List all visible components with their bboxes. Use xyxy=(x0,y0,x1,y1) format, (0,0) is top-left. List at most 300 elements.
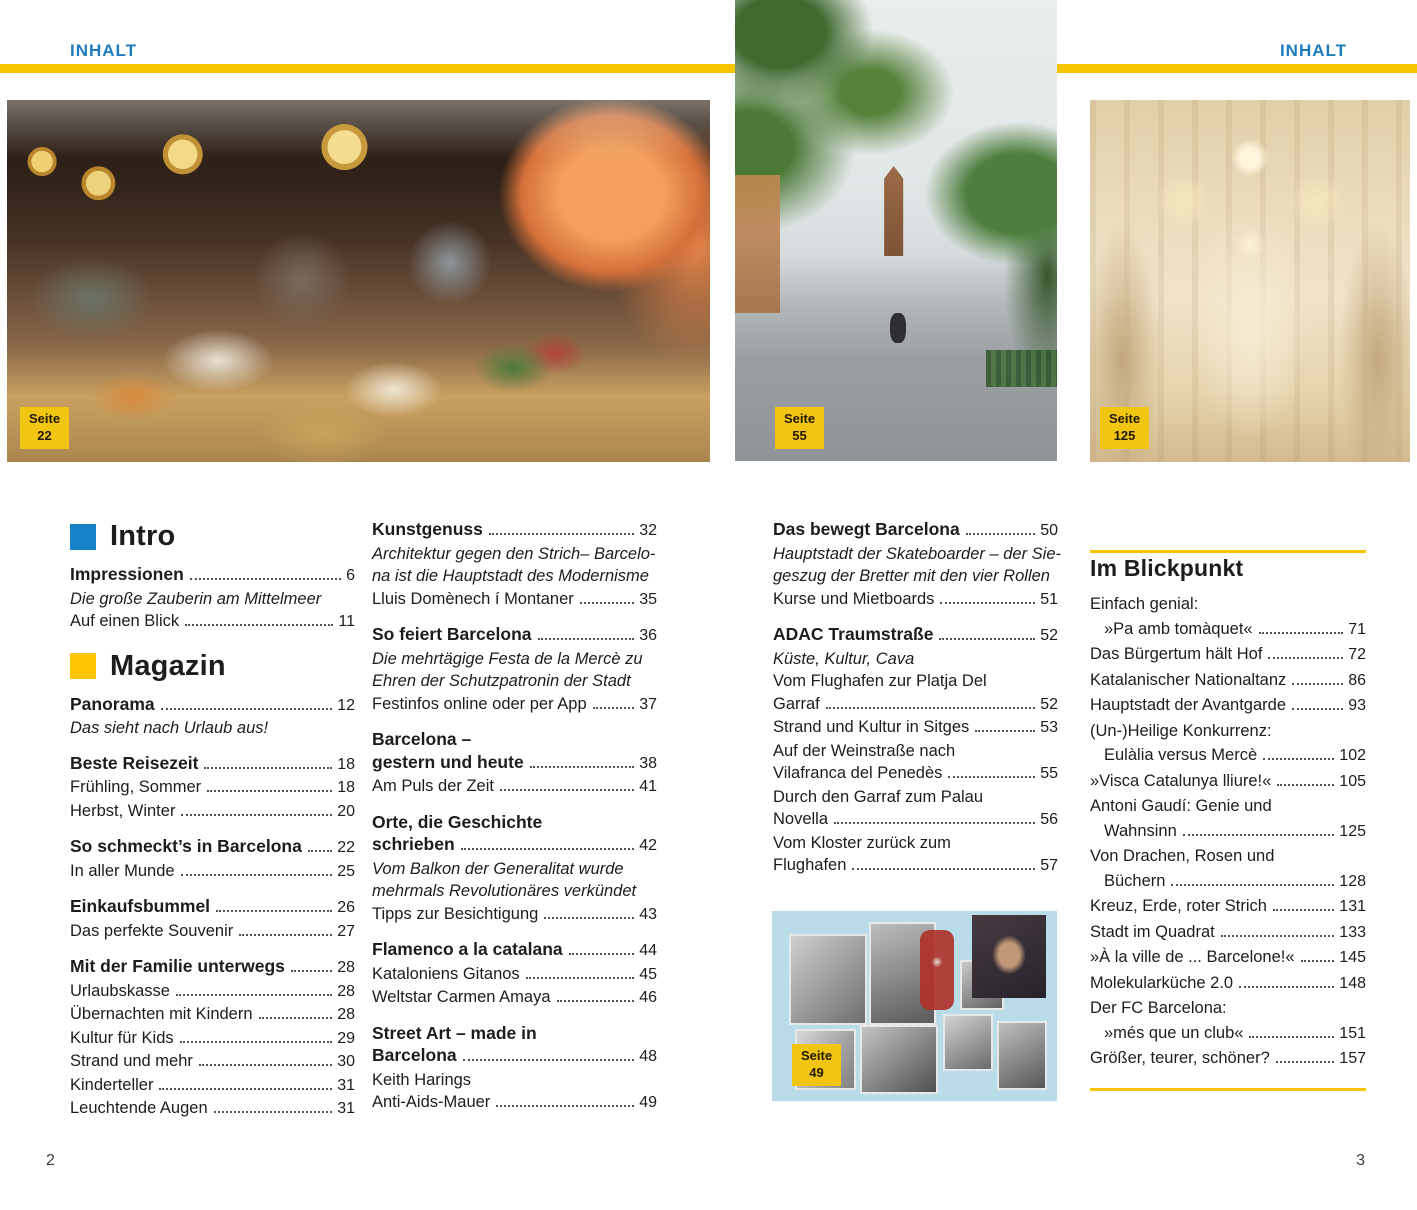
collage-portrait xyxy=(972,915,1046,999)
dot-leader xyxy=(308,850,332,852)
folio-right: 3 xyxy=(1356,1152,1365,1169)
toc-entry-label: In aller Munde xyxy=(70,861,175,880)
toc-entry-label: So schmeckt’s in Barcelona xyxy=(70,836,302,856)
photo-street-art-collage xyxy=(772,911,1057,1101)
toc-entry-label: Vilafranca del Penedès xyxy=(773,764,943,782)
toc-entry-label: Der FC Barcelona: xyxy=(1090,999,1227,1017)
toc-entry-label: Das perfekte Souvenir xyxy=(70,921,234,940)
section-heading xyxy=(1090,555,1366,582)
toc-entry-page: 145 xyxy=(1339,949,1366,966)
toc-entry-line xyxy=(1090,1021,1366,1047)
dot-leader xyxy=(181,814,332,816)
dot-leader xyxy=(1292,683,1343,685)
dot-leader xyxy=(852,868,1035,870)
toc-entry-line xyxy=(773,588,1058,612)
toc-entry-line xyxy=(1090,617,1366,643)
toc-entry-page: 57 xyxy=(1040,857,1058,874)
toc-entry-label: Mit der Familie unterwegs xyxy=(70,956,285,976)
dot-leader xyxy=(1277,784,1334,786)
dot-leader xyxy=(834,822,1035,824)
toc-entry-label: Urlaubskasse xyxy=(70,981,170,1000)
toc-entry-label: mehrmals Revolutionäres verkündet xyxy=(372,882,637,900)
toc-entry-label: Keith Harings xyxy=(372,1070,472,1089)
toc-entry-page: 44 xyxy=(639,942,657,959)
toc-entry-page: 133 xyxy=(1339,923,1366,941)
church-tower-shape xyxy=(877,166,911,256)
toc-entry-page: 11 xyxy=(338,613,355,630)
toc-group xyxy=(372,1022,657,1115)
toc-entry-label: Das sieht nach Urlaub aus! xyxy=(70,719,269,737)
toc-entry-line xyxy=(372,903,657,927)
photo-street-scene xyxy=(735,0,1057,461)
toc-entry-line xyxy=(773,518,1058,543)
dot-leader xyxy=(185,624,333,626)
toc-entry-line xyxy=(773,832,1058,855)
dot-leader xyxy=(530,766,635,768)
toc-column-1 xyxy=(70,518,355,1133)
toc-entry-line xyxy=(70,835,355,860)
toc-entry-label: Street Art – made in xyxy=(372,1022,537,1043)
toc-entry-line xyxy=(70,693,355,718)
toc-entry-label: Frühling, Sommer xyxy=(70,778,202,796)
toc-entry-line xyxy=(70,563,355,588)
buildings-shape xyxy=(735,175,780,313)
toc-entry-page: 18 xyxy=(337,779,355,796)
toc-entry-line xyxy=(773,623,1058,648)
toc-entry-label: Küste, Kultur, Cava xyxy=(773,649,915,668)
toc-entry-line xyxy=(70,588,355,611)
toc-entry-label: »més que un club« xyxy=(1104,1023,1244,1042)
toc-entry-label: Größer, teurer, schöner? xyxy=(1090,1049,1270,1067)
toc-entry-label: gestern und heute xyxy=(372,751,524,772)
dot-leader xyxy=(544,917,634,919)
toc-entry-label: So feiert Barcelona xyxy=(372,624,532,644)
toc-entry-label: Einfach genial: xyxy=(1090,595,1199,613)
toc-entry-line xyxy=(1090,642,1366,668)
toc-entry-label: geszug der Bretter mit den vier Rollen xyxy=(773,567,1050,585)
toc-entry-line xyxy=(372,938,657,963)
dot-leader xyxy=(826,707,1035,709)
toc-entry-label: (Un-)Heilige Konkurrenz: xyxy=(1090,721,1272,740)
toc-group xyxy=(70,895,355,943)
toc-entry-page: 128 xyxy=(1339,872,1366,890)
section-heading xyxy=(70,650,355,683)
toc-entry-label: Hauptstadt der Avantgarde xyxy=(1090,696,1287,714)
toc-entry-line xyxy=(372,623,657,648)
toc-entry-page: 29 xyxy=(337,1029,355,1047)
toc-entry-label: Beste Reisezeit xyxy=(70,752,199,773)
toc-entry-page: 42 xyxy=(639,837,657,854)
toc-entry-page: 86 xyxy=(1348,671,1366,689)
toc-entry-line xyxy=(1090,869,1366,895)
toc-entry-page: 25 xyxy=(337,862,355,880)
dot-leader xyxy=(204,767,332,769)
toc-group xyxy=(372,728,657,799)
toc-entry-label: Flughafen xyxy=(773,856,847,874)
dot-leader xyxy=(291,970,332,972)
toc-entry-line xyxy=(372,880,657,903)
dot-leader xyxy=(538,638,635,640)
page-badge-label: Seite xyxy=(29,411,61,427)
toc-entry-line xyxy=(70,610,355,634)
toc-entry-line xyxy=(1090,719,1366,744)
toc-entry-page: 27 xyxy=(337,922,355,940)
toc-entry-label: Kreuz, Erde, roter Strich xyxy=(1090,897,1267,915)
dot-leader xyxy=(939,638,1035,640)
dot-leader xyxy=(948,776,1035,778)
dot-leader xyxy=(1292,708,1343,710)
toc-entry-label: Auf einen Blick xyxy=(70,612,180,630)
collage-tile xyxy=(860,1025,938,1094)
toc-entry-label: »Pa amb tomàquet« xyxy=(1104,619,1253,638)
page-badge-number: 55 xyxy=(792,428,807,444)
toc-entry-label: »Visca Catalunya lliure!« xyxy=(1090,771,1272,790)
running-head-left: INHALT xyxy=(70,41,138,60)
toc-entry-label: Das bewegt Barcelona xyxy=(773,519,960,539)
toc-entry-label: Büchern xyxy=(1104,871,1166,890)
toc-entry-page: 30 xyxy=(337,1053,355,1070)
toc-entry-line xyxy=(372,986,657,1010)
toc-entry-line xyxy=(372,1022,657,1045)
toc-entry-line xyxy=(773,693,1058,717)
toc-entry-label: Herbst, Winter xyxy=(70,801,176,820)
toc-entry-page: 31 xyxy=(337,1076,355,1094)
dot-leader xyxy=(461,848,635,850)
dot-leader xyxy=(1268,657,1343,659)
toc-entry-page: 148 xyxy=(1339,974,1366,992)
toc-entry-line xyxy=(372,648,657,671)
page-badge-number: 22 xyxy=(37,428,52,444)
toc-entry-line xyxy=(1090,668,1366,694)
toc-entry-line xyxy=(1090,743,1366,769)
section-heading-label: Im Blickpunkt xyxy=(1090,555,1244,581)
collage-tile xyxy=(997,1021,1047,1090)
toc-entry-line xyxy=(70,920,355,944)
toc-entry-page: 151 xyxy=(1339,1024,1366,1042)
toc-entry-page: 37 xyxy=(639,695,657,713)
dot-leader xyxy=(593,707,635,709)
header-rule xyxy=(0,64,1417,73)
page-badge xyxy=(792,1044,841,1086)
toc-entry-page: 51 xyxy=(1040,590,1058,608)
section-heading-label: Intro xyxy=(110,520,176,552)
toc-entry-page: 125 xyxy=(1339,822,1366,840)
dot-leader xyxy=(557,1000,635,1002)
toc-entry-label: Antoni Gaudí: Genie und xyxy=(1090,797,1272,815)
toc-entry-page: 35 xyxy=(639,590,657,608)
section-square-icon xyxy=(70,524,96,550)
toc-entry-page: 28 xyxy=(337,959,355,976)
toc-entry-label: Barcelona xyxy=(372,1045,457,1065)
toc-entry-label: Eulàlia versus Mercè xyxy=(1104,746,1258,764)
toc-entry-line xyxy=(70,860,355,884)
toc-entry-label: Auf der Weinstraße nach xyxy=(773,741,956,760)
dot-leader xyxy=(940,602,1035,604)
toc-entry-line xyxy=(1090,920,1366,946)
toc-group xyxy=(70,752,355,824)
toc-entry-label: Strand und mehr xyxy=(70,1052,193,1070)
toc-entry-label: »À la ville de ... Barcelone!« xyxy=(1090,948,1295,966)
toc-entry-line xyxy=(372,693,657,717)
toc-entry-line xyxy=(372,670,657,693)
dot-leader xyxy=(180,1041,333,1043)
toc-entry-page: 31 xyxy=(337,1100,355,1117)
toc-entry-label: Barcelona – xyxy=(372,729,472,749)
toc-entry-line xyxy=(1090,794,1366,819)
toc-entry-line xyxy=(70,1003,355,1027)
toc-entry-line xyxy=(1090,945,1366,971)
toc-entry-line xyxy=(372,518,657,543)
toc-entry-page: 48 xyxy=(639,1048,657,1065)
toc-entry-label: Vom Flughafen zur Platja Del xyxy=(773,672,987,690)
dot-leader xyxy=(1171,884,1334,886)
toc-entry-label: Katalanischer Nationaltanz xyxy=(1090,670,1287,689)
dot-leader xyxy=(239,934,332,936)
toc-entry-line xyxy=(773,786,1058,809)
page-badge xyxy=(1100,407,1149,449)
toc-entry-label: Die große Zauberin am Mittelmeer xyxy=(70,589,322,608)
toc-entry-label: Hauptstadt der Skateboarder – der Sie- xyxy=(773,544,1062,563)
toc-entry-label: Einkaufsbummel xyxy=(70,896,211,916)
toc-entry-page: 71 xyxy=(1348,620,1366,638)
toc-entry-line xyxy=(773,808,1058,832)
toc-entry-line xyxy=(773,565,1058,588)
dot-leader xyxy=(1259,632,1344,634)
toc-entry-label: na ist die Hauptstadt des Modernisme xyxy=(372,567,649,585)
toc-entry-page: 102 xyxy=(1339,747,1366,764)
page-badge-label: Seite xyxy=(784,411,816,427)
dot-leader xyxy=(161,708,333,710)
toc-entry-line xyxy=(372,811,657,834)
toc-entry-label: Leuchtende Augen xyxy=(70,1099,208,1117)
dot-leader xyxy=(159,1088,332,1090)
toc-entry-label: Festinfos online oder per App xyxy=(372,694,587,713)
toc-entry-line xyxy=(773,670,1058,693)
toc-entry-page: 41 xyxy=(639,778,657,795)
dot-leader xyxy=(1273,909,1334,911)
toc-entry-line xyxy=(372,565,657,588)
toc-entry-line xyxy=(372,588,657,612)
toc-group xyxy=(372,938,657,1010)
toc-entry-line xyxy=(372,833,657,858)
toc-entry-line xyxy=(1090,769,1366,795)
dot-leader xyxy=(181,874,333,876)
toc-entry-page: 6 xyxy=(346,567,355,584)
toc-entry-line xyxy=(372,751,657,776)
dot-leader xyxy=(966,533,1035,535)
toc-column-3 xyxy=(773,518,1062,890)
toc-entry-label: Das Bürgertum hält Hof xyxy=(1090,645,1263,663)
toc-entry-line xyxy=(70,800,355,824)
toc-entry-page: 28 xyxy=(337,982,355,1000)
toc-entry-page: 93 xyxy=(1348,697,1366,714)
toc-entry-label: Novella xyxy=(773,810,829,828)
toc-entry-line xyxy=(70,776,355,800)
dot-leader xyxy=(259,1017,333,1019)
page-badge xyxy=(20,407,69,449)
toc-entry-line xyxy=(1090,1046,1366,1072)
toc-entry-line xyxy=(70,752,355,777)
toc-entry-line xyxy=(1090,693,1366,719)
toc-group xyxy=(372,811,657,927)
toc-entry-line xyxy=(70,1074,355,1098)
toc-entry-line xyxy=(70,980,355,1004)
toc-entry-page: 72 xyxy=(1348,646,1366,663)
toc-entry-page: 36 xyxy=(639,627,657,644)
toc-entry-line xyxy=(1090,996,1366,1021)
scooter-rider-shape xyxy=(890,313,906,343)
dot-leader xyxy=(190,578,341,580)
toc-entry-line xyxy=(1090,971,1366,997)
toc-entry-line xyxy=(70,1027,355,1051)
toc-entry-page: 157 xyxy=(1339,1050,1366,1067)
page-badge-number: 49 xyxy=(809,1065,824,1081)
toc-entry-page: 50 xyxy=(1040,522,1058,539)
dot-leader xyxy=(1239,986,1334,988)
toc-entry-page: 22 xyxy=(337,839,355,856)
photo-basilica-ceiling xyxy=(1090,100,1410,462)
dot-leader xyxy=(463,1059,635,1061)
collage-tile xyxy=(943,1014,993,1071)
toc-entry-line xyxy=(70,1050,355,1074)
page-badge xyxy=(775,407,824,449)
toc-entry-line xyxy=(372,543,657,566)
toc-column-2 xyxy=(372,518,657,1127)
section-square-icon xyxy=(70,653,96,679)
toc-entry-page: 55 xyxy=(1040,765,1058,782)
toc-entry-page: 38 xyxy=(639,754,657,772)
dot-leader xyxy=(580,602,634,604)
toc-entry-line xyxy=(773,762,1058,786)
dot-leader xyxy=(216,910,332,912)
toc-entry-label: Anti-Aids-Mauer xyxy=(372,1093,491,1111)
page-badge-label: Seite xyxy=(801,1048,833,1064)
toc-entry-page: 53 xyxy=(1040,719,1058,736)
toc-entry-line xyxy=(773,740,1058,763)
toc-entry-label: Kultur für Kids xyxy=(70,1028,174,1047)
page-badge-number: 125 xyxy=(1113,428,1136,444)
toc-entry-label: Die mehrtägige Festa de la Mercè zu xyxy=(372,649,643,668)
dot-leader xyxy=(207,790,332,792)
toc-entry-label: Impressionen xyxy=(70,564,184,584)
dot-leader xyxy=(569,953,635,955)
toc-entry-line xyxy=(372,963,657,987)
toc-entry-line xyxy=(372,858,657,881)
dot-leader xyxy=(975,730,1035,732)
dot-leader xyxy=(199,1064,332,1066)
toc-entry-line xyxy=(70,1097,355,1121)
toc-entry-label: Weltstar Carmen Amaya xyxy=(372,988,551,1006)
toc-group xyxy=(1090,592,1366,1072)
dot-leader xyxy=(526,977,635,979)
toc-entry-label: Garraf xyxy=(773,694,820,713)
toc-group xyxy=(773,623,1058,878)
toc-entry-label: Strand und Kultur in Sitges xyxy=(773,718,970,736)
toc-entry-label: Molekularküche 2.0 xyxy=(1090,973,1234,992)
collage-artwork xyxy=(920,930,954,1010)
toc-entry-line xyxy=(372,1069,657,1092)
dot-leader xyxy=(496,1105,634,1107)
section-heading-label: Magazin xyxy=(110,649,226,682)
toc-entry-page: 28 xyxy=(337,1006,355,1023)
toc-entry-page: 52 xyxy=(1040,695,1058,713)
toc-entry-label: Stadt im Quadrat xyxy=(1090,922,1215,941)
toc-group xyxy=(70,693,355,740)
toc-entry-label: Ehren der Schutzpatronin der Stadt xyxy=(372,672,631,690)
toc-entry-page: 45 xyxy=(639,965,657,983)
dot-leader xyxy=(1301,960,1335,962)
toc-column-blickpunkt xyxy=(1090,550,1366,1091)
dot-leader xyxy=(1276,1061,1335,1063)
toc-entry-label: ADAC Traumstraße xyxy=(773,624,934,644)
toc-entry-label: Orte, die Geschichte xyxy=(372,811,543,832)
toc-entry-label: Flamenco a la catalana xyxy=(372,939,563,959)
toc-entry-page: 43 xyxy=(639,905,657,923)
dot-leader xyxy=(1263,758,1334,760)
dot-leader xyxy=(214,1111,333,1113)
toc-entry-label: Kinderteller xyxy=(70,1075,154,1094)
toc-entry-line xyxy=(1090,844,1366,869)
toc-entry-page: 56 xyxy=(1040,811,1058,828)
toc-entry-line xyxy=(372,1044,657,1069)
toc-entry-label: schrieben xyxy=(372,834,455,854)
dot-leader xyxy=(500,789,634,791)
toc-group xyxy=(372,623,657,716)
toc-entry-label: Übernachten mit Kindern xyxy=(70,1005,253,1023)
toc-group xyxy=(70,955,355,1121)
toc-entry-line xyxy=(372,775,657,799)
toc-entry-line xyxy=(70,717,355,740)
toc-entry-label: Wahnsinn xyxy=(1104,821,1177,840)
toc-entry-label: Panorama xyxy=(70,693,155,714)
page-badge-label: Seite xyxy=(1109,411,1141,427)
dot-leader xyxy=(1221,935,1335,937)
toc-entry-line xyxy=(372,728,657,751)
toc-entry-line xyxy=(773,543,1062,566)
toc-entry-label: Am Puls der Zeit xyxy=(372,777,494,795)
toc-entry-page: 26 xyxy=(337,899,355,916)
toc-entry-label: Tipps zur Besichtigung xyxy=(372,904,539,923)
running-head-right: INHALT xyxy=(1279,41,1347,60)
toc-entry-label: Durch den Garraf zum Palau xyxy=(773,787,984,806)
toc-entry-line xyxy=(70,895,355,920)
toc-entry-page: 20 xyxy=(337,802,355,820)
toc-group xyxy=(372,518,657,611)
toc-entry-line xyxy=(372,1091,657,1115)
toc-entry-page: 12 xyxy=(337,696,355,714)
toc-entry-line xyxy=(773,648,1058,671)
toc-entry-label: Von Drachen, Rosen und xyxy=(1090,847,1275,865)
toc-entry-line xyxy=(773,854,1058,878)
toc-entry-page: 49 xyxy=(639,1094,657,1111)
toc-entry-line xyxy=(1090,819,1366,845)
dot-leader xyxy=(1249,1036,1334,1038)
toc-entry-line xyxy=(1090,894,1366,920)
toc-entry-page: 52 xyxy=(1040,627,1058,644)
toc-entry-label: Kataloniens Gitanos xyxy=(372,964,520,983)
toc-group xyxy=(773,518,1062,611)
dot-leader xyxy=(489,533,634,535)
toc-entry-label: Lluis Domènech í Montaner xyxy=(372,589,574,608)
blickpunkt-entries xyxy=(1090,555,1366,1072)
fence-shape xyxy=(986,350,1057,387)
dot-leader xyxy=(1183,834,1335,836)
folio-left: 2 xyxy=(46,1152,55,1169)
collage-tile xyxy=(789,934,867,1025)
toc-group xyxy=(70,835,355,883)
blickpunkt-top-rule xyxy=(1090,550,1366,553)
toc-entry-page: 131 xyxy=(1339,898,1366,915)
